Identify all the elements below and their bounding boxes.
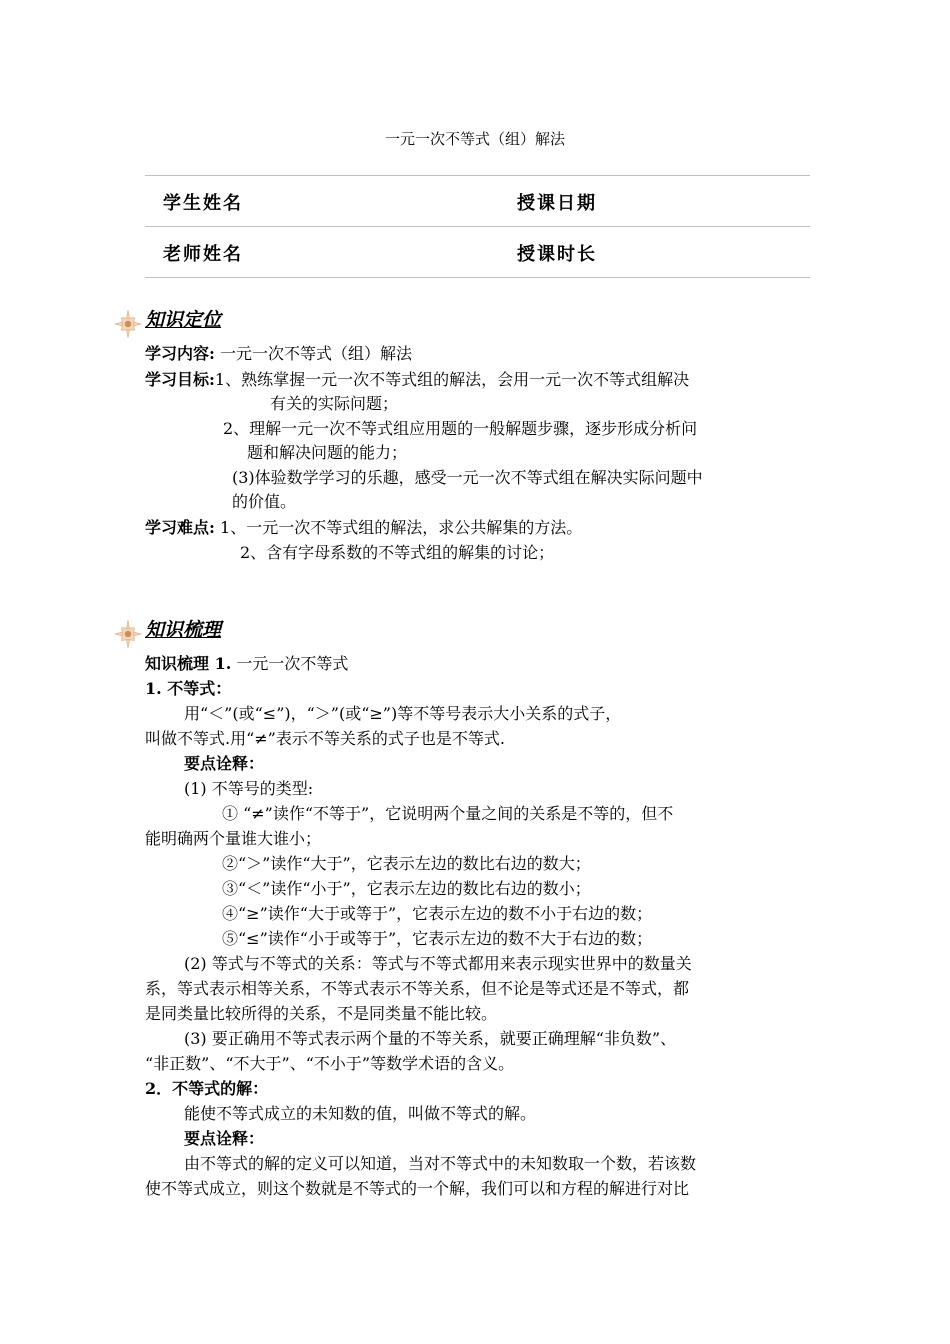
p1-line1: 用“＜”(或“≤”)，“＞”(或“≥”)等不等号表示大小关系的式子， — [184, 704, 622, 723]
k3-line2: “非正数”、“不大于”、“不小于”等数学术语的含义。 — [145, 1054, 515, 1073]
difficulty-line — [145, 516, 582, 540]
info-row-teacher — [145, 227, 810, 278]
item1-title: 1. 不等式： — [145, 679, 232, 698]
k1d: ④“≥”读作“大于或等于”，它表示左边的数不小于右边的数； — [222, 904, 653, 923]
k2-line1: (2) 等式与不等式的关系：等式与不等式都用来表示现实世界中的数量关 — [184, 954, 692, 973]
learning-content-line — [145, 342, 412, 366]
lesson-date-label: 授课日期 — [517, 193, 597, 214]
goal1-line1: 1、熟练掌握一元一次不等式组的解法，会用一元一次不等式组解决 — [214, 370, 690, 389]
k2-line2: 系，等式表示相等关系，不等式表示不等关系，但不论是等式还是不等式，都 — [145, 979, 690, 998]
p2: 能使不等式成立的未知数的值，叫做不等式的解。 — [184, 1104, 537, 1123]
key-points-2: 要点诠释： — [184, 1129, 265, 1148]
k3-line1: (3) 要正确用不等式表示两个量的不等关系，就要正确理解“非负数”、 — [184, 1029, 677, 1048]
goals-label: 学习目标: — [145, 370, 215, 389]
k1b: ②“＞”读作“大于”，它表示左边的数比右边的数大； — [222, 854, 591, 873]
sub-heading-line — [145, 652, 348, 676]
item2-title: 2．不等式的解： — [145, 1079, 269, 1098]
lesson-duration-label: 授课时长 — [517, 244, 597, 265]
content-text: 一元一次不等式（组）解法 — [214, 344, 413, 363]
k1: (1) 不等号的类型: — [184, 779, 314, 798]
p3-line2: 使不等式成立，则这个数就是不等式的一个解，我们可以和方程的解进行对比 — [145, 1179, 690, 1198]
sub-text: 一元一次不等式 — [231, 654, 349, 673]
info-row-student — [145, 175, 810, 227]
p3-line1: 由不等式的解的定义可以知道，当对不等式中的未知数取一个数，若该数 — [184, 1154, 697, 1173]
k1a-line2: 能明确两个量谁大谁小； — [145, 829, 322, 848]
sub-label: 知识梳理 1. — [145, 654, 232, 673]
difficulty2: 2、含有字母系数的不等式组的解集的讨论； — [240, 543, 555, 562]
goal1-line2: 有关的实际问题； — [270, 394, 399, 413]
student-name-label: 学生姓名 — [163, 193, 243, 214]
lesson-info-table — [145, 175, 810, 278]
sparkle-star-icon — [113, 309, 143, 339]
learning-goals-line — [145, 368, 689, 392]
sparkle-star-icon — [113, 619, 143, 649]
key-points-1: 要点诠释： — [184, 754, 265, 773]
p1-line2: 叫做不等式.用“≠”表示不等关系的式子也是不等式. — [145, 729, 505, 748]
section1-heading: 知识定位 — [145, 309, 222, 331]
goal3-line1: (3)体验数学学习的乐趣，感受一元一次不等式组在解决实际问题中 — [232, 468, 703, 487]
k1e: ⑤“≤”读作“小于或等于”，它表示左边的数不大于右边的数； — [222, 929, 653, 948]
difficulty1: 1、一元一次不等式组的解法，求公共解集的方法。 — [214, 518, 583, 537]
goal2-line2: 题和解决问题的能力； — [247, 443, 408, 462]
goal2-line1: 2、理解一元一次不等式组应用题的一般解题步骤，逐步形成分析问 — [223, 419, 698, 438]
k2-line3: 是同类量比较所得的关系，不是同类量不能比较。 — [145, 1004, 498, 1023]
k1a-line1: ① “≠”读作“不等于”，它说明两个量之间的关系是不等的，但不 — [222, 804, 674, 823]
content-label: 学习内容: — [145, 344, 215, 363]
section2-heading: 知识梳理 — [145, 619, 222, 641]
k1c: ③“＜”读作“小于”，它表示左边的数比右边的数小； — [222, 879, 591, 898]
goal3-line2: 的价值。 — [232, 492, 297, 511]
teacher-name-label: 老师姓名 — [163, 244, 243, 265]
difficulty-label: 学习难点: — [145, 518, 215, 537]
document-title: 一元一次不等式（组）解法 — [384, 130, 565, 148]
